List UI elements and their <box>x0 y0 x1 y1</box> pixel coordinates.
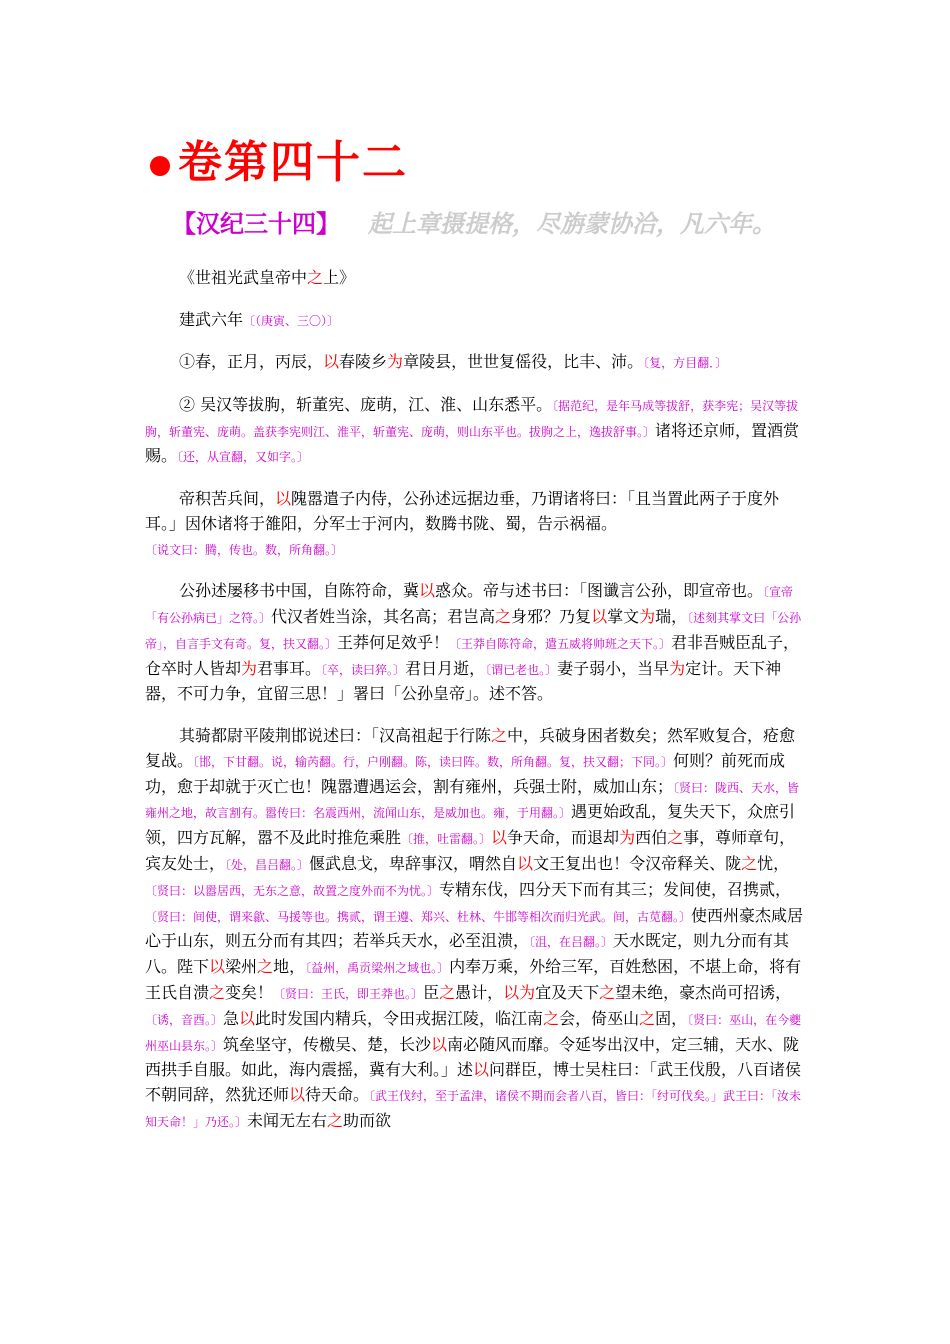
text-run: 春陵乡 <box>339 352 388 372</box>
annotation-text: 〔复，方目翻．〕 <box>643 356 728 371</box>
annotation-text: 〔贤曰：陇西、天水，皆雍州之地，故言割有。嚣传曰：名震西州，流闻山东，是威加也。雍，于用翻。〕 <box>145 780 800 821</box>
text-run: ② 吴汉等拔朐，斩董宪、庞萌，江、淮、山东悉平。 <box>179 394 553 414</box>
annotation-text: 〔谓已老也。〕 <box>485 662 558 677</box>
annotation-text: 〔贤曰：间使，谓来歙、马援等也。携贰，谓王遵、郑兴、杜林、牛邯等相次而归光武。间，古苋翻。〕 <box>145 909 692 924</box>
chapter-title: 卷第四十二 <box>178 137 408 188</box>
period-description: 起上章摄提格，尽旃蒙协洽，凡六年。 <box>368 209 776 238</box>
text-run: 固， <box>655 1008 688 1028</box>
text-run: 专精东伐，四分天下而有其三；发间使，召携贰， <box>439 879 792 899</box>
text-run: 瑞， <box>655 606 688 626</box>
text-run: 定计。天下神器，不可力争，宜留三思！」署曰「公孙皇帝」。述不答。 <box>145 658 782 704</box>
text-run: 地， <box>273 957 306 977</box>
text-run: 代汉者姓当涂，其名高；君岂高 <box>271 606 496 626</box>
text-run: 帝积苦兵间， <box>179 488 276 508</box>
text-run: 上》 <box>323 268 356 287</box>
highlighted-char: 为 <box>387 352 404 372</box>
highlighted-char: 之 <box>327 1110 344 1130</box>
text-run: 诸将还京师，置酒赏赐。 <box>145 420 800 466</box>
text-run: 事，尊师章句，宾友处士， <box>145 828 796 873</box>
highlighted-char: 以为 <box>503 982 536 1002</box>
annotation-text: 〔推，吐雷翻。〕 <box>401 832 492 847</box>
annotation-text: 〔说文曰：腾，传也。数，所角翻。〕 <box>145 542 344 557</box>
text-run: 何则？前死而成功，愈于却就于灭亡也！隗嚣遭遇运会，割有雍州，兵强士附，威加山东； <box>145 750 786 796</box>
text-run: 臣 <box>423 982 440 1002</box>
highlighted-char: 为 <box>619 828 636 848</box>
text-run: ①春，正月，丙辰， <box>179 352 324 372</box>
highlighted-char: 以 <box>209 957 226 977</box>
annotation-text: 〔诱，音酉。〕 <box>145 1012 224 1027</box>
text-run: 惑众。帝与述书曰：「图谶言公孙，即宣帝也。 <box>435 581 764 601</box>
highlighted-char: 以 <box>419 581 436 601</box>
annotation-text: 〔述刻其掌文曰「公孙帝」，自言手文有奇。复，扶又翻。〕 <box>145 610 802 651</box>
text-run: 文王复出也！令汉帝释关、陇 <box>533 853 742 873</box>
text-run: 身邪？乃复 <box>511 606 592 626</box>
highlighted-char: 以 <box>289 1085 306 1105</box>
text-run: 内奉万乘，外给三军，百姓愁困，不堪上命，将有王氏自溃 <box>145 957 802 1002</box>
text-run: 妻子弱小，当早 <box>557 658 670 678</box>
highlighted-char: 之 <box>667 828 684 848</box>
text-run: 西伯 <box>635 828 668 848</box>
text-run: 梁州 <box>225 957 258 977</box>
annotation-text: 〔处，昌吕翻。〕 <box>225 857 310 872</box>
highlighted-char: 之 <box>491 725 508 745</box>
annotation-text: 〔还，从宣翻，又如字。〕 <box>177 450 310 465</box>
text-run: 变矣！ <box>225 982 274 1002</box>
paragraph <box>145 724 805 1135</box>
text-run: 偃武息戈，卑辞事汉，喟然自 <box>309 853 518 873</box>
text-run: 南必随风而靡。令延岑出汉中，定三辅，天水、陇西拱手自服。如此，海内震摇，冀有大利。」述 <box>145 1034 800 1080</box>
annotation-text: 〔邯，下甘翻。说，输芮翻。行，户刚翻。陈，读曰阵。数，所角翻。复，扶又翻；下同。〕 <box>193 754 674 769</box>
annotation-text: 〔沮，在吕翻。〕 <box>529 935 614 950</box>
paragraph <box>145 350 805 376</box>
text-run: 宜及天下 <box>535 982 600 1002</box>
annotation-text: 〔据范纪，是年马成等拔舒，获李宪；吴汉等拔朐，斩董宪、庞萌。盖获李宪则江、淮平，斩董宪、庞萌，则山东平也。拔朐之上，逸拔舒事。〕 <box>145 398 799 439</box>
text-run: 其骑都尉平陵荆邯说述曰：「汉高祖起于行陈 <box>179 725 492 745</box>
text-run: 愚计， <box>455 982 504 1002</box>
body-text <box>145 266 805 1151</box>
text-run: 王莽何足效乎！ <box>337 632 450 652</box>
highlighted-char: 之 <box>209 982 226 1002</box>
bullet-icon <box>150 156 170 176</box>
chapter-heading <box>150 126 408 190</box>
text-run: 未闻无左右 <box>247 1110 328 1130</box>
highlighted-char: 之 <box>439 982 456 1002</box>
text-run: 隗嚣遣子内侍，公孙述远据边垂，乃谓诸将曰：「且当置此两子于度外耳。」因休诸将于雒阳，分军士于河内，数腾书陇、蜀，告示祸福。 <box>145 488 780 533</box>
annotation-text: 〔王莽自陈符命，遣五威将帅班之天下。〕 <box>449 636 672 651</box>
highlighted-char: 之 <box>543 1008 560 1028</box>
annotation-text: 〔武王伐纣，至于孟津，诸侯不期而会者八百，皆曰：「纣可伐矣。」武王曰：「汝未知天命！」乃还。〕 <box>145 1089 802 1129</box>
text-run: 筑垒坚守，传檄吴、楚，长沙 <box>223 1034 432 1054</box>
highlighted-char: 以 <box>517 853 534 873</box>
annotation-text: 〔（庚寅、三〇）〕 <box>243 313 340 328</box>
highlighted-char: 之 <box>599 982 616 1002</box>
highlighted-char: 为 <box>639 606 656 626</box>
highlighted-char: 以 <box>591 606 608 626</box>
text-run: 遇更始政乱，复失天下，众庶引领，四方瓦解，嚣不及此时推危乘胜 <box>145 802 796 848</box>
text-run: 争天命，而退却 <box>507 828 620 848</box>
highlighted-char: 以 <box>323 352 340 372</box>
highlighted-char: 之 <box>257 957 274 977</box>
text-run: 使西州豪杰咸居心于山东，则五分而有其四；若举兵天水，必至沮溃， <box>145 905 804 951</box>
text-run: 建武六年 <box>179 309 244 329</box>
chapter-subheading <box>172 204 776 239</box>
text-run: 君非吾贼臣乱子，仓卒时人皆却 <box>145 632 800 678</box>
text-run: 天水既定，则九分而有其八。陛下 <box>145 931 790 977</box>
highlighted-char: 之 <box>495 606 512 626</box>
highlighted-char: 为 <box>241 658 258 678</box>
text-run: 公孙述屡移书中国，自陈符命，冀 <box>179 581 420 601</box>
text-run: 《世祖光武皇帝中 <box>179 268 308 287</box>
highlighted-char: 之 <box>741 853 758 873</box>
highlighted-char: 以 <box>491 828 508 848</box>
text-run: 会，倚巫山 <box>559 1008 640 1028</box>
text-run: 君事耳。 <box>257 658 322 678</box>
highlighted-char: 之 <box>307 268 324 287</box>
annotation-text: 〔宣帝「有公孙病已」之符。〕 <box>145 585 794 625</box>
text-run: 此时发国内精兵，令田戎据江陵，临江南 <box>255 1008 544 1028</box>
annotation-text: 〔贤曰：王氏，即王莽也。〕 <box>273 986 424 1001</box>
highlighted-char: 以 <box>431 1034 448 1054</box>
paragraph <box>145 487 805 562</box>
text-run: 章陵县，世世复傜役，比丰、沛。 <box>403 352 644 372</box>
paragraph <box>145 393 805 470</box>
highlighted-char: 之 <box>639 1008 656 1028</box>
text-run: 急 <box>223 1008 240 1028</box>
highlighted-char: 以 <box>275 488 292 508</box>
text-run: 望未绝，豪杰尚可招诱， <box>615 982 792 1002</box>
dynasty-label: 【汉纪三十四】 <box>172 209 340 238</box>
text-run: 君日月逝， <box>405 658 486 678</box>
text-run: 掌文 <box>607 606 640 626</box>
text-run: 忧， <box>757 853 790 873</box>
highlighted-char: 以 <box>239 1008 256 1028</box>
text-run: 待天命。 <box>305 1085 370 1105</box>
paragraph <box>145 266 805 291</box>
annotation-text: 〔卒，读曰猝。〕 <box>321 662 406 677</box>
highlighted-char: 为 <box>669 658 686 678</box>
text-run: 问群臣，博士吴柱曰：「武王伐殷，八百诸侯不朝同辞，然犹还师 <box>145 1060 802 1105</box>
paragraph <box>145 579 805 707</box>
annotation-text: 〔益州，禹贡梁州之域也。〕 <box>305 961 450 976</box>
annotation-text: 〔贤曰：巫山，在今夔州巫山县东。〕 <box>145 1012 802 1053</box>
annotation-text: 〔贤曰：以嚣居西，无东之意，故置之度外而不为忧。〕 <box>145 883 440 898</box>
text-run: 助而欲 <box>343 1110 392 1130</box>
highlighted-char: 以 <box>473 1060 490 1080</box>
paragraph <box>145 308 805 334</box>
text-run: 中，兵破身困者数矣；然军败复合，疮愈复战。 <box>145 725 796 770</box>
